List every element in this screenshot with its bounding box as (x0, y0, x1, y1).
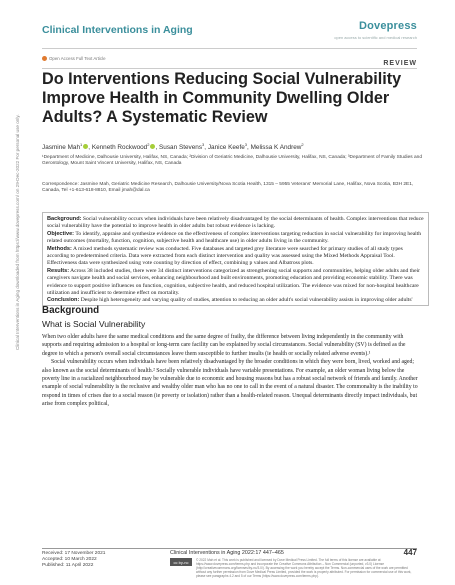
author-separator: , (88, 144, 92, 152)
accepted-date: Accepted: 10 March 2022 (42, 556, 97, 562)
received-date: Received: 17 November 2021 (42, 551, 106, 556)
body-paragraph: When two older adults have the same medical conditions and the same degree of frailty, the difference between living independently in the community with supports and requiring admission to a hospital or long-term care facility can be explained by social circumstances. Social vulnerability (SV) is defined as the degree to which a person's overall social circumstances leave them susceptible to further insults (ie health or socially related adverse events).¹ (42, 334, 406, 357)
author-separator: , (155, 144, 160, 152)
author-name[interactable]: Susan Stevens (159, 144, 203, 152)
abstract-background (47, 216, 424, 231)
published-date: Published: 11 April 2022 (42, 562, 94, 568)
background-label: Background: (47, 216, 82, 222)
author-affiliation-marker: 1 (80, 142, 83, 147)
objective-label: Objective: (47, 230, 75, 237)
license-text: © 2022 Mah et al. This work is published and licensed by Dove Medical Press Limited. The full terms of this license are available at https://www.dovepress.com/terms.php and incorporate the Creative Commons Attribution – Non Commercial (unported, v3.0) License (http://creativecommons.org/licenses/by-nc/3.0/). By accessing the work you hereby accept the Terms. Non-commercial uses of the work are permitted without any further permission from Dove Medical Press Limited, provided the work is properly attributed. For permission for commercial use of this work, please see paragraphs 4.2 and 5 of our Terms (https://www.dovepress.com/terms.php). (196, 558, 412, 579)
download-notice: Clinical Interventions in Aging downloaded from https://www.dovepress.com/ on 29-Dec-2022 For personal use only. (15, 114, 20, 350)
publisher-logo: Dovepress (358, 20, 417, 32)
author-separator: , (204, 144, 208, 152)
footer-divider (42, 548, 417, 549)
author-name[interactable]: Jasmine Mah (42, 144, 81, 152)
abstract-results (47, 268, 424, 298)
abstract-objective (47, 231, 424, 246)
body-text (42, 333, 419, 409)
article-type: REVIEW (383, 60, 417, 67)
author-affiliation-marker: 3 (202, 142, 205, 147)
cc-license-badge: cc by-nc (170, 558, 192, 566)
article-title: Do Interventions Reducing Social Vulnerability Improve Health in Community Dwelling Older Adults? A Systematic Review (42, 70, 402, 126)
publisher-tagline: open access to scientific and medical research (334, 35, 417, 40)
page-number: 447 (403, 548, 417, 557)
author-separator: , (247, 144, 251, 152)
conclusion-text: Despite high heterogeneity and varying quality of studies, attention to reducing an older adult's social vulnerability assists in improving older adults' (80, 297, 413, 304)
author-affiliation-marker: 2 (301, 142, 304, 147)
author-name[interactable]: Kenneth Rockwood (91, 144, 148, 152)
journal-name: Clinical Interventions in Aging (42, 24, 193, 36)
methods-label: Methods: (47, 245, 72, 252)
author-affiliation-marker: 3 (244, 142, 248, 147)
affiliations: ¹Department of Medicine, Dalhousie University, Halifax, NS, Canada; ²Division of Geriatric Medicine, Dalhousie University, Halifax, NS, Canada; ³Department of Family Studies and Gerontology, Mount Saint Vincent University, Halifax, NS, Canada (42, 155, 422, 167)
title-divider (42, 68, 417, 69)
publication-dates (42, 551, 105, 569)
citation-line: Clinical Interventions in Aging 2022:17 447–465 (170, 550, 284, 556)
subsection-heading: What is Social Vulnerability (42, 319, 146, 329)
background-text: Social vulnerability occurs when individuals have been relatively disadvantaged by the social determinants of health. Complex interventions that reduce social vulnerability have the potential to improve health in older adults but robust evidence is lacking. (47, 216, 424, 230)
author-list (42, 142, 304, 151)
open-access-label (42, 56, 106, 61)
author-name[interactable]: Melissa K Andrew (250, 144, 302, 152)
abstract-conclusion (47, 297, 424, 306)
conclusion-label: Conclusion: (47, 297, 80, 304)
abstract-methods (47, 246, 424, 268)
section-heading: Background (42, 305, 100, 316)
open-access-text: Open Access Full Text Article (49, 56, 106, 61)
methods-text: A mixed methods systematic review was conducted. Five databases and targeted grey literature were searched for primary studies of all study types according to predetermined criteria. Data were extracted from each distinct intervention and quality was assessed using the Mixed Methods Appraisal Tool. Effectiveness data were synthesized using vote counting by direction of effect, combining p values and Albatross plots. (47, 245, 403, 267)
header-divider (42, 48, 417, 49)
open-access-icon (42, 56, 47, 61)
body-paragraph: Social vulnerability occurs when individuals have been relatively disadvantaged by the broader conditions in which they were born, lived, worked and aged; also known as the social determinants of health.² Socially vulnerable individuals have variable presentations. For example, an older woman living below the poverty line in a racialized neighbourhood may be vulnerable due to economic and housing reasons but has a robust social network of friends and family. Another example of social vulnerability is the reclusive and wealthy older man who has no one to call in the event of a natural disaster. The commonality is the inability to respond in times of crises due to a social reason (ie poverty or isolation) rather than a health-related reason. Unequal determinants directly impact individuals, but arise from complex political, (42, 359, 418, 408)
download-sidebar (6, 114, 24, 350)
results-text: Across 38 included studies, there were 34 distinct interventions categorized as strengthening social supports and communities, helping older adults and their caregivers navigate health and social services, enhancing neighbourhood and built environments, promoting education and providing economic stability. There was evidence to support positive influences on function, cognition, subjective health, and reduced hospital utilization. The evidence was mixed for non-hospital healthcare utilization and insufficient to determine effect on mortality. (47, 267, 421, 297)
abstract-box (42, 212, 429, 306)
author-affiliation-marker: 2 (147, 142, 150, 147)
author-name[interactable]: Janice Keefe (207, 144, 245, 152)
objective-text: To identify, appraise and synthesize evidence on the effectiveness of complex interventions targeting reduction in social vulnerability for improving health related outcomes (mortality, function, cognition, subjective health and healthcare use) in older adults living in the community. (47, 230, 422, 245)
results-label: Results: (47, 267, 70, 274)
correspondence: Correspondence: Jasmine Mah, Geriatric Medicine Research, Dalhousie University/Nova Scotia Health, 1315 – 5955 Veterans' Memorial Lane, Halifax, Nova Scotia, B3H 2E1, Canada, Tel +1-613-618-8810, Email jmah@dal.ca (42, 182, 414, 194)
